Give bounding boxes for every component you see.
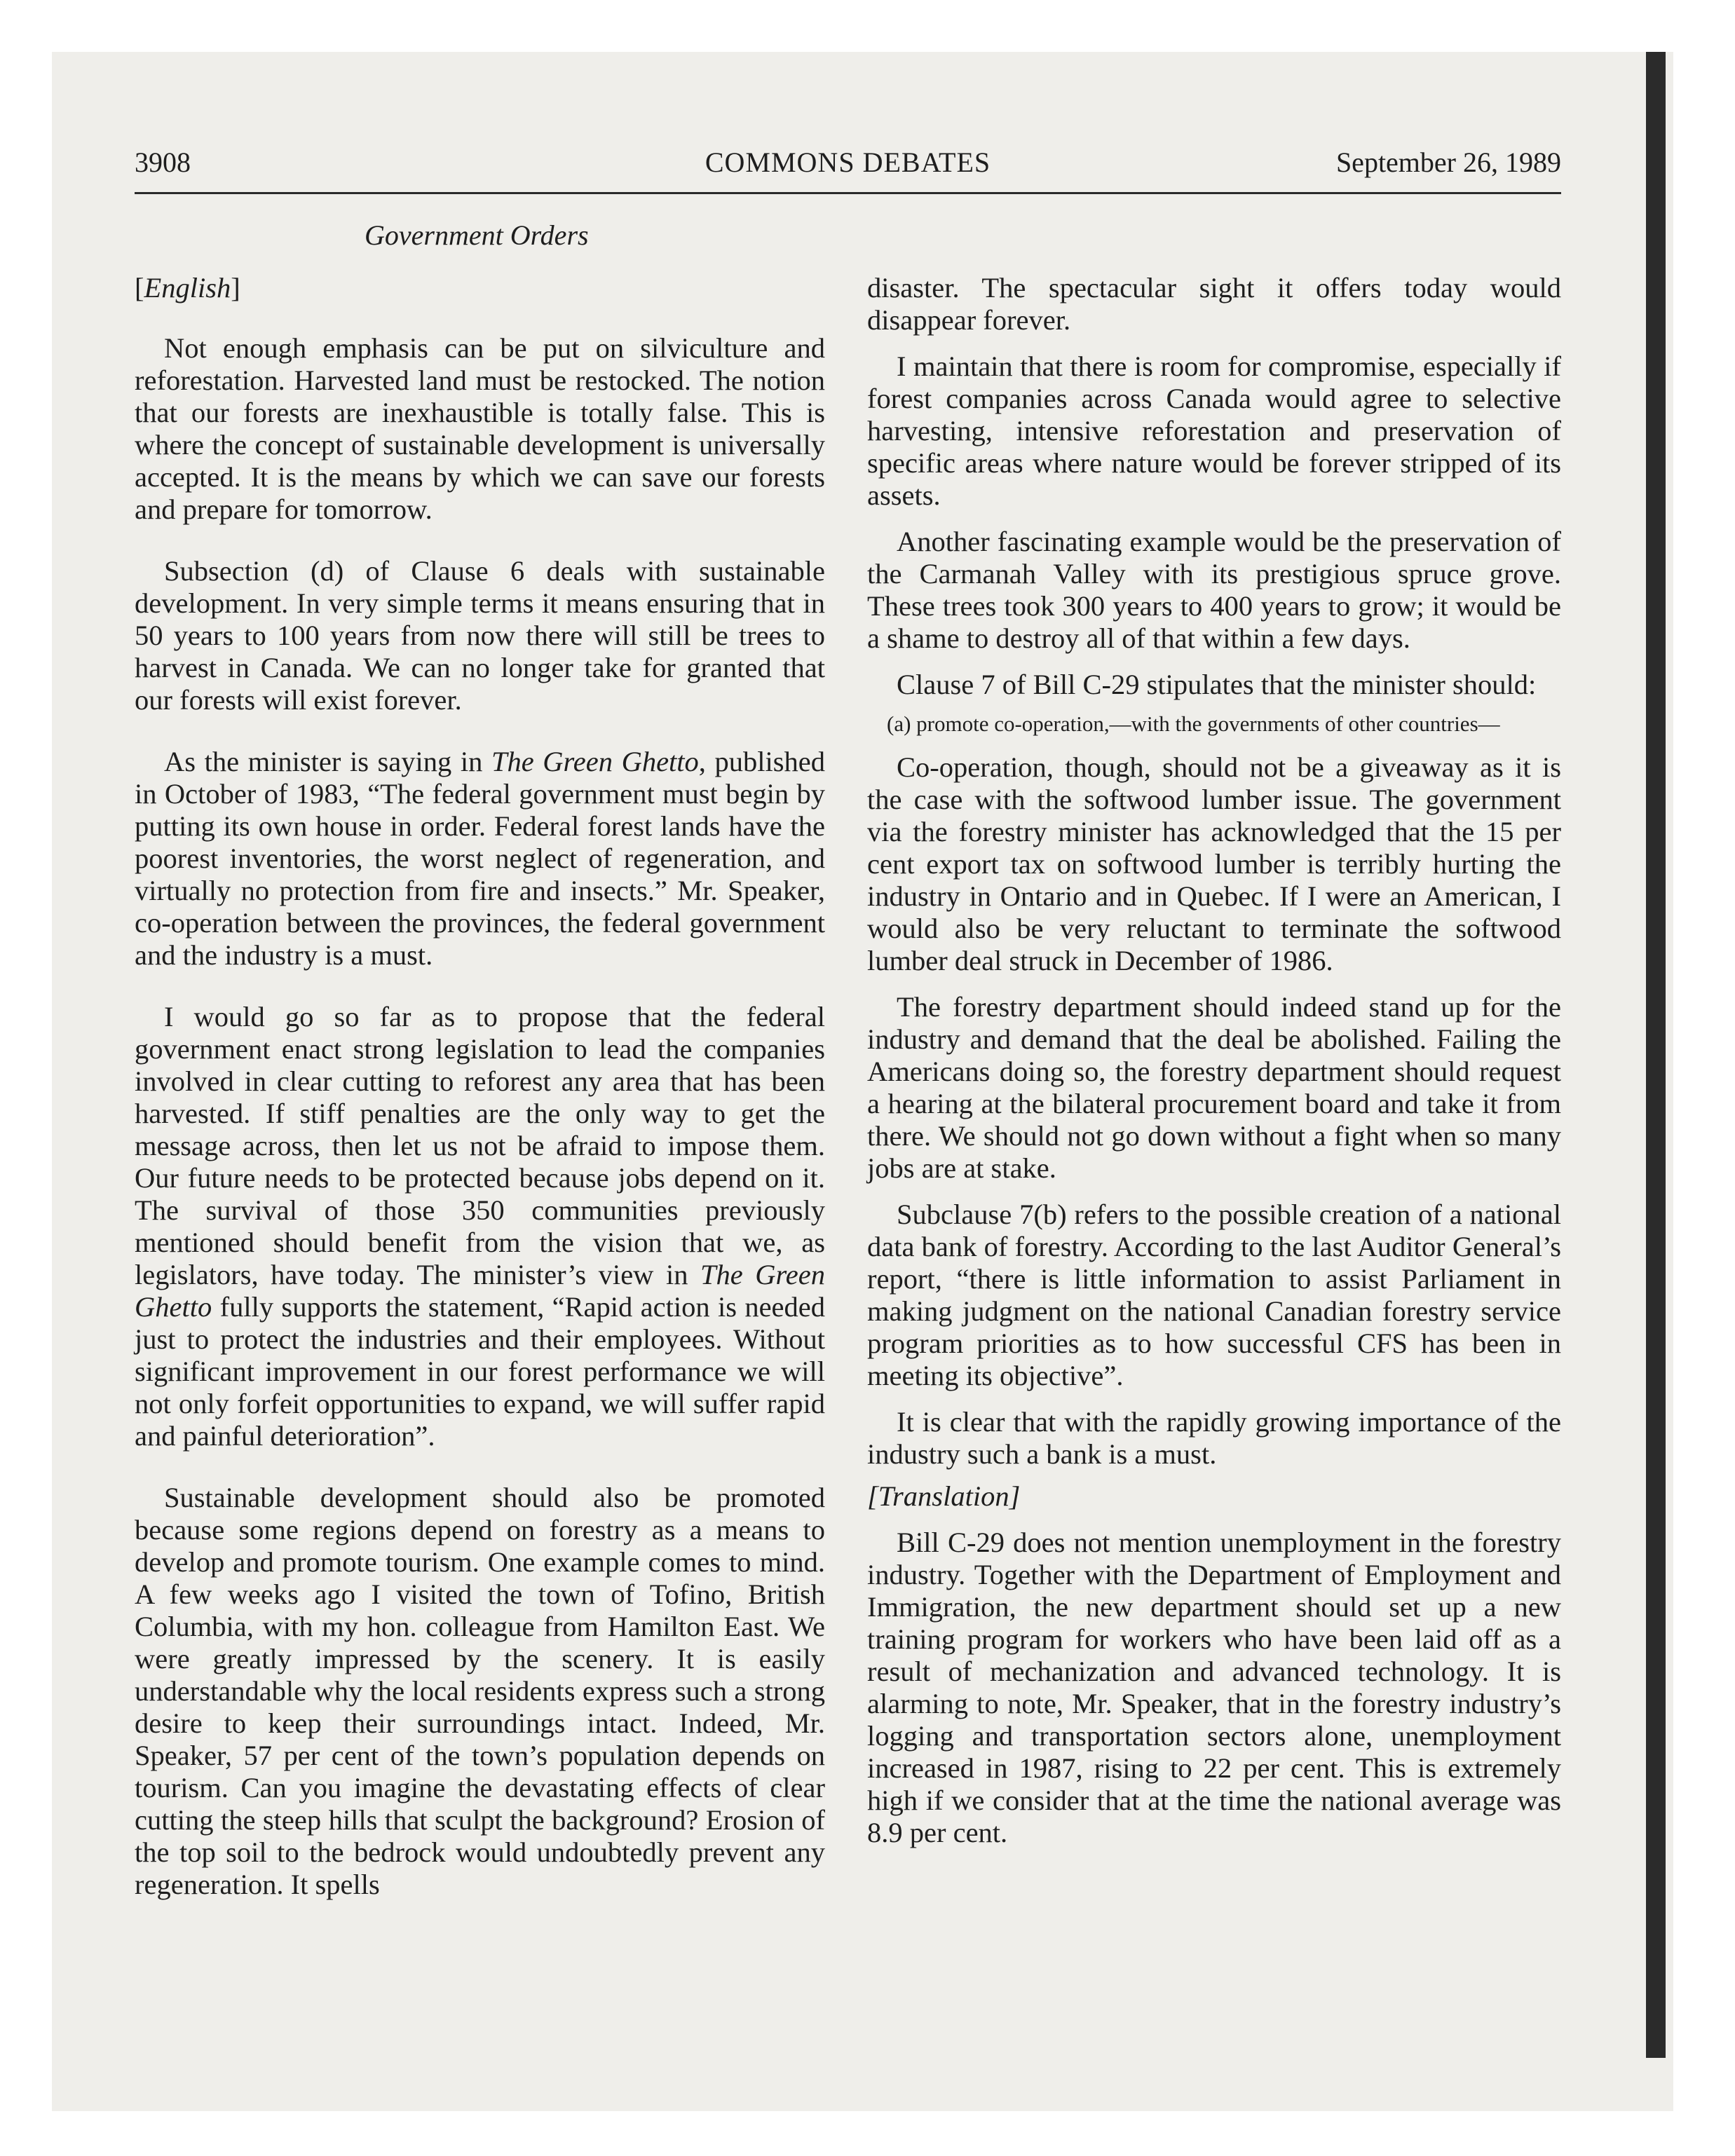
- text-run: fully supports the statement, “Rapid action is needed just to protect the industries and their employees. Without significant improvement in our forest performance we will not only forfeit opportunities to expand, we will suffer rapid and painful deterioration”.: [135, 1291, 825, 1452]
- left-column: [135, 272, 825, 1901]
- paragraph-softwood: Co-operation, though, should not be a giveaway as it is the case with the softwood lumber issue. The government via the forestry minister has acknowledged that the 15 per cent export tax on softwood lumber is terribly hurting the industry in Ontario and in Quebec. If I were an American, I would also be very reluctant to terminate the softwood lumber deal struck in December of 1986.: [867, 751, 1561, 976]
- paragraph-silviculture: Not enough emphasis can be put on silviculture and reforestation. Harvested land must be restocked. The notion that our forests are inexhaustible is totally false. This is where the concept of sustainable development is universally accepted. It is the means by which we can save our forests and prepare for tomorrow.: [135, 332, 825, 525]
- paragraph-compromise: I maintain that there is room for compromise, especially if forest companies across Canada would agree to selective harvesting, intensive reforestation and preservation of specific areas where nature would be forever stripped of its assets.: [867, 350, 1561, 511]
- page-number: 3908: [135, 146, 191, 178]
- translation-tag: [Translation]: [867, 1480, 1021, 1512]
- text-run: As the minister is saying in: [164, 746, 491, 777]
- book-title: The Green Ghetto: [135, 1259, 825, 1323]
- paragraph-unemployment: Bill C-29 does not mention unemployment in the forestry industry. Together with the Department of Employment and Immigration, the new department should set up a new training program for workers who have been laid off as a result of mechanization and advanced technology. It is alarming to note, Mr. Speaker, that in the forestry industry’s logging and transportation sectors alone, unemployment increased in 1987, rising to 22 per cent. This is extremely high if we consider that at the time the national average was 8.9 per cent.: [867, 1527, 1561, 1848]
- language-tag-text: English: [144, 272, 231, 303]
- paragraph-disaster: disaster. The spectacular sight it offers today would disappear forever.: [867, 272, 1561, 336]
- paragraph-bank-must: It is clear that with the rapidly growing importance of the industry such a bank is a must.: [867, 1406, 1561, 1470]
- paragraph-forestry-department: The forestry department should indeed stand up for the industry and demand that the deal be abolished. Failing the Americans doing so, the forestry department should request a hearing at the bilateral procurement board and take it from there. We should not go down without a fight when so many jobs are at stake.: [867, 991, 1561, 1184]
- scan-edge-shadow: [1646, 52, 1666, 2058]
- paragraph-green-ghetto: [135, 746, 825, 971]
- right-column: [867, 272, 1561, 1849]
- book-title: The Green Ghetto: [491, 746, 699, 777]
- page-header: [135, 146, 1561, 194]
- section-label: Government Orders: [365, 219, 589, 251]
- paragraph-data-bank: Subclause 7(b) refers to the possible creation of a national data bank of forestry. According to the last Auditor General’s report, “there is little information to assist Parliament in making judgment on the national Canadian forestry service program priorities as to how successful CFS has been in meeting its objective”.: [867, 1199, 1561, 1391]
- language-tag: [English]: [135, 272, 240, 303]
- quoted-clause: (a) promote co-operation,—with the governments of other countries—: [887, 711, 1500, 736]
- text-run: I would go so far as to propose that the federal government enact strong legislation to lead the companies involved in clear cutting to reforest any area that has been harvested. If stiff penalties are the only way to get the message across, then let us not be afraid to impose them. Our future needs to be protected because jobs depend on it. The survival of those 350 communities previously mentioned should benefit from the vision that we, as legislators, have today. The minister’s view in: [135, 1001, 825, 1290]
- paragraph-clause-7: Clause 7 of Bill C-29 stipulates that the minister should:: [897, 669, 1537, 700]
- text-run: , published in October of 1983, “The federal government must begin by putting its own house in order. Federal forest lands have the poorest inventories, the worst neglect of regeneration, and virtually no protection from fire and insects.” Mr. Speaker, co-operation between the provinces, the federal government and the industry is a must.: [135, 746, 825, 971]
- paragraph-tourism: Sustainable development should also be promoted because some regions depend on forestry as a means to develop and promote tourism. One example comes to mind. A few weeks ago I visited the town of Tofino, British Columbia, with my hon. colleague from Hamilton East. We were greatly impressed by the scenery. It is easily understandable why the local residents express such a strong desire to keep their surroundings intact. Indeed, Mr. Speaker, 57 per cent of the town’s population depends on tourism. Can you imagine the devastating effects of clear cutting the steep hills that sculpt the background? Erosion of the top soil to the bedrock would undoubtedly prevent any regeneration. It spells: [135, 1482, 825, 1900]
- publication-date: September 26, 1989: [1335, 146, 1561, 178]
- publication-title: COMMONS DEBATES: [705, 146, 991, 178]
- paragraph-legislation: [135, 1001, 825, 1452]
- paragraph-carmanah: Another fascinating example would be the preservation of the Carmanah Valley with its prestigious spruce grove. These trees took 300 years to 400 years to grow; it would be a shame to destroy all of that within a few days.: [867, 526, 1561, 654]
- paragraph-subsection-d: Subsection (d) of Clause 6 deals with sustainable development. In very simple terms it means ensuring that in 50 years to 100 years from now there will still be trees to harvest in Canada. We can no longer take for granted that our forests will exist forever.: [135, 555, 825, 716]
